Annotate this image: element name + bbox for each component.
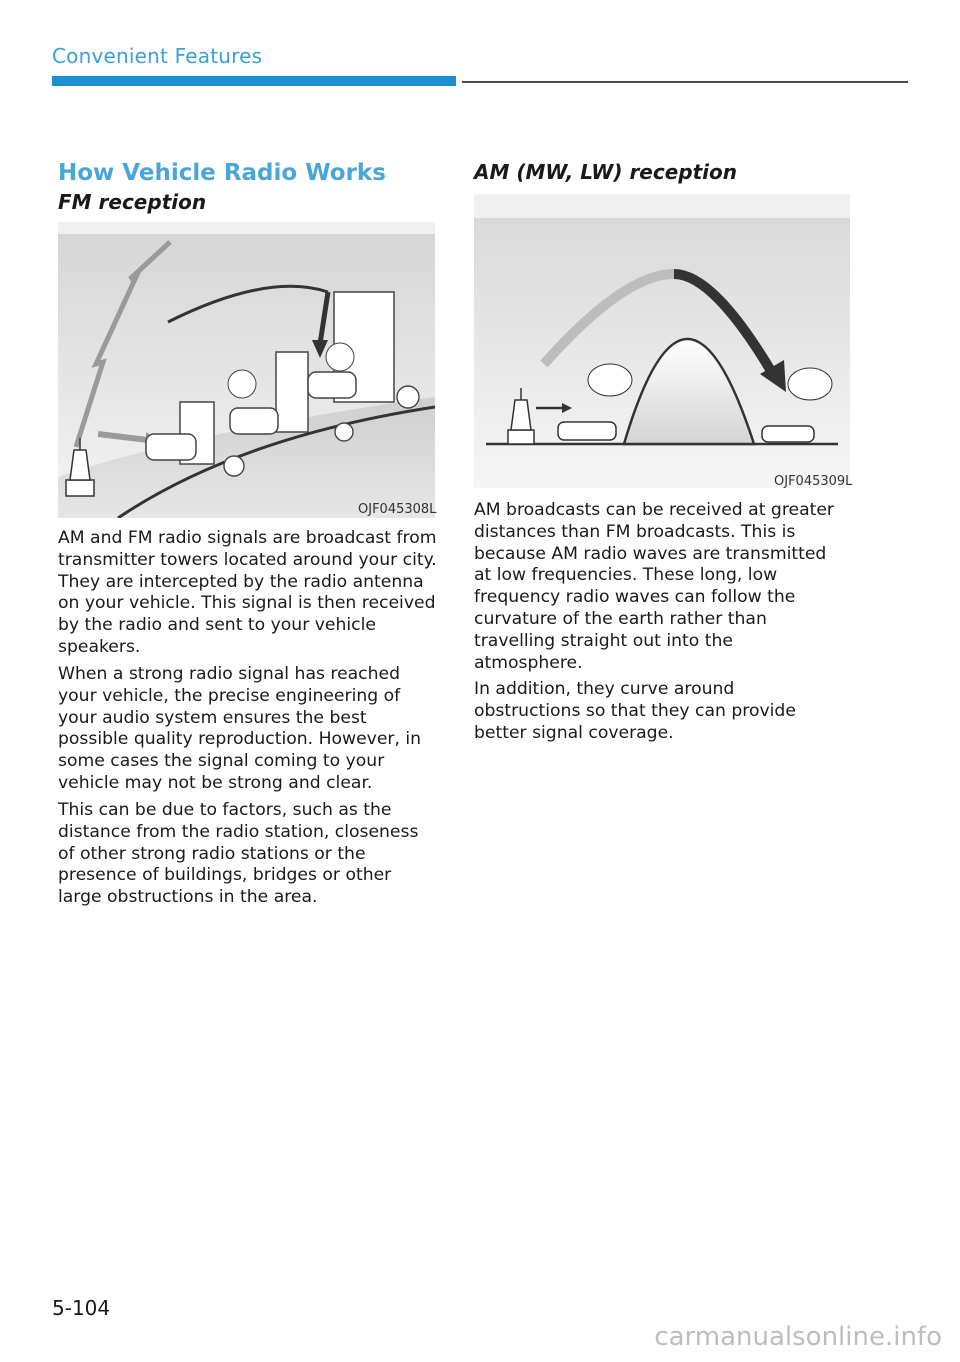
- am-reception-figure: [474, 194, 853, 489]
- left-paragraph-2: When a strong radio signal has reached your vehicle, the precise engineering of your audio system ensures the best possible quality reproduction. However, in some cases the signal coming to your vehicle may not be strong and clear.: [58, 664, 422, 793]
- header-rule-blue: [52, 76, 456, 86]
- left-paragraph-1: AM and FM radio signals are broadcast from transmitter towers located around your city. They are intercepted by the radio antenna on your vehicle. This signal is then received by the radio and sent to your vehicle speakers.: [58, 528, 437, 657]
- fm-figure-code: OJF045308L: [358, 502, 437, 517]
- left-paragraph-3: This can be due to factors, such as the distance from the radio station, closeness of other strong radio stations or the presence of buildings, bridges or other large obstructions in the area.: [58, 800, 419, 908]
- right-paragraph-2: In addition, they curve around obstructions so that they can provide better signal coverage.: [474, 679, 796, 743]
- am-subheading: AM (MW, LW) reception: [474, 160, 737, 184]
- right-paragraph-1: AM broadcasts can be received at greater distances than FM broadcasts. This is because AM radio waves are transmitted at low frequencies. These long, low frequency radio waves can follow the curvature of the earth rather than travelling straight out into the atmosphere.: [474, 500, 834, 673]
- section-header: Convenient Features: [52, 44, 263, 68]
- fm-reception-figure: [58, 222, 435, 518]
- header-rule-grey: [462, 81, 908, 83]
- section-heading: How Vehicle Radio Works: [58, 160, 386, 186]
- page-number: 5-104: [52, 1296, 111, 1320]
- fm-subheading: FM reception: [58, 190, 207, 214]
- am-figure-code: OJF045309L: [774, 474, 853, 489]
- watermark: carmanualsonline.info: [654, 1322, 942, 1352]
